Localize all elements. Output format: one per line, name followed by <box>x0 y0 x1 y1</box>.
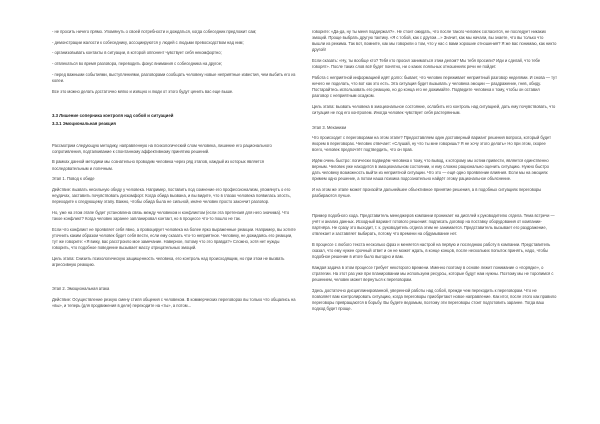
right-paragraph-11: Каждая задача в этом процессе требует некоторого времени. Именно поэтому в основе лежит понимание о «порядке», о стратегии. На этот раз уже при планировании мы используем ресурсы, которые будут нам нужны. Поэтому мы не торопимся с решением, человек может вернуться к переговорам. <box>312 264 554 282</box>
right-paragraph-7: Идём очень быстро: логически подведём человека к тому, что вывод, к которому мы хотим привести, является единственно верным. Человек уже находится в эмоциональном состоянии, и ему сложно рационально оценить ситуацию. Нужно быстро дать человеку возможность выйти из неприятной ситуации. Что это — ещё одно проявление влияния. Если мы на эмоциях примем одно решение, а потом наша психика подсознательно найдёт этому рациональное объяснение. <box>312 158 549 182</box>
right-paragraph-4: Цель этапа: вызвать человека в эмоциональное состояние, ослабить его контроль над ситуацией, дать ему почувствовать, что ситуация не под его контролем. Иногда человек чувствует себя растерянным. <box>312 103 556 115</box>
left-paragraph-11: Но, уже на этом этапе будет установлена связь между человеком и конфликтом (если эта претензия для него значима). Что такое конфликт? Когда человек заранее запланировал контакт, но в процессе что-то пошло не так. <box>52 209 290 221</box>
right-paragraph-1: говорите: «Да-да, ну ты меня поддержал?». Не стоит ожидать, что после такого человек согласится, не последует никаких эмоций. Проще выбрать другую тактику. «Я с тобой, как с другом…» Значит, как мы начали, вы знаете, что вы только что вышли из режима. Так вот, помните, как мы говорили о том, что у нас с вами хорошие отношения? Я же вас понимаю, как никто другой! <box>312 29 557 53</box>
right-paragraph-8: И на этом же этапе может произойти дальнейшее объективное принятие решения, а в подобных ситуациях переговоры разбираются лучше. <box>312 187 542 199</box>
stage-2-title: Этап 2. Эмоциональная атака <box>52 286 110 292</box>
left-paragraph-13: Цель этапа: Снизить психологическую защищенность человека, его контроль над происходящим, но при этом не вызвать агрессивную реакцию. <box>52 255 285 267</box>
right-paragraph-12: Здесь достаточно дисциплинированной, уверенной работы над собой, прежде чем переходить к переговорам. Что не позволяет вам контролировать ситуацию, когда переговоры приобретают новое направление. Как итог, после этого как правило переговоры превращаются в борьбу. Вы будете ведомым, поэтому эти переговоры стоит подготовить заранее. Тогда ваш подход будет проще. <box>312 287 557 311</box>
right-paragraph-6: Что происходит с переговорами на этом этапе? Предоставляем один достоверный вариант решения вопроса, который будет якорем в переговорах. Человек отвечает: «Слушай, ну что ты мне говоришь? Я не хочу этого делать» Но при этом, скорее всего, человек предпочтёт подтвердить, что он прав. <box>312 135 551 153</box>
left-paragraph-12: Если что конфликт не проявляет себя явно, а провоцирует человека на более ярко выраженные реакции. Например, вы хотите уточнить каким образом человек будет себя вести, если ему сказать что-то неприятное. Человеку, не дожидаясь его реакции, тут же говорите: «Я вижу, вас расстроило мое замечание. Наверное, потому что это правда?» Сложно, хотя нет нужды говорить, что подобное поведение вызывает массу отрицательных эмоций. <box>52 226 296 250</box>
left-paragraph-2: - демонстрации жалости к собеседнику, ассоциируются у людей с людьми превосходством над ним; <box>52 39 244 45</box>
spacer <box>312 204 557 213</box>
right-paragraph-2: Если сказать: «Ну, ты вообще кто? Тебя кто просил заниматься этим делом? Мы тебя просили? Иди и сделай, что тебе говорят». После таких слов всё будет понятно, ни о каких лояльных отношениях речи не пойдет. <box>312 57 541 70</box>
spacer <box>52 134 298 143</box>
left-paragraph-15: Действие: Осуществление резкую смену стиля общения с человеком. В коммерческих переговорах вы только что общались на «вы», и теперь (для продвижения в деле) переходите на «ты», а потом... <box>52 296 296 309</box>
left-paragraph-1: - не просить ничего прямо. Упомянуть о своей потребности и дождаться, когда собеседник предложит сам; <box>52 29 257 34</box>
left-paragraph-5: - перед важными событиями, выступлениями, разговорами сообщать человеку новые неприятные известия, чем выбить его из колеи. <box>52 71 296 83</box>
left-paragraph-10: Действие: вызвать несильную обиду у человека. Например, поставить под сомнение его профессионализм, упомянуть о его неудачах, заставить почувствовать дискомфорт. Когда обида вызвана, и вы видите, что в глазах человека появилась злость, переходите к следующему этапу. Важно, чтобы обида была не сильной, иначе человек просто закончит разговор. <box>52 186 291 205</box>
spacer <box>52 99 298 113</box>
right-paragraph-10: В процессе с любого текста несколько фраз и меняется настрой на первую и последнюю работу в компании. Представитель сказал, что ему нужен срочный ответ и он не может ждать, в конце концов, после нескольких попыток принять, надо, чтобы подобное решение в итоге было выгодно и вам. <box>312 241 551 259</box>
left-paragraph-7: Рассмотрим следующую методику, направленную на психологический слом человека, лишение его рационального сопротивления, подталкивание к спонтанному аффективному принятию решений. <box>52 142 272 154</box>
right-page <box>312 0 557 424</box>
stage-3-title: Этап 3. Механизм <box>312 124 347 130</box>
right-paragraph-3: Работа с неприятной информацией идёт долго: бывает, что человек переживает неприятный разговор неделями. И снова — тут ничего не поделать, что вот как это есть. Эта ситуация будет вызывать у человека эмоции — раздражение, гнев, обиду. Постарайтесь использовать его реакцию, но до конца его не дожимайте. Подведите человека к тому, чтобы он оставил разговор с неприятным осадком. <box>312 74 557 99</box>
stage-1-title: Этап 1. Повод к обиде <box>52 176 95 182</box>
left-paragraph-4: - отвлекаться во время разговора, переводить фокус внимания с собеседника на другое; <box>52 61 223 67</box>
right-paragraph-9: Пример подобного хода. Представитель менеджеров компании проникает на дисплей к руководителю отдела. Тема встречи — учёт и анализ данных. Исходный вариант готового решения: подписать договор на поставку оборудования от компании-партнёра. Не сразу это выходит, т. к. руководитель отдела этим не занимается. Представитель вызывает его раздражение, отвлекает и заставляет выбирать, потому что времени на обдумывание нет. <box>312 212 555 237</box>
left-paragraph-8: В рамках данной методики мы сознательно проводим человека через ряд этапов, каждый из которых является последовательным и логичным. <box>52 159 264 171</box>
left-page <box>52 0 298 424</box>
section-heading: 3.3 Лишение соперника контроля над собой и ситуацией <box>52 113 174 119</box>
left-paragraph-3: - организовывать контакты в ситуации, в которой оппонент чувствует себя некомфортно; <box>52 50 222 56</box>
spacer <box>52 272 298 286</box>
subsection-heading: 3.3.1 Эмоциональная реакция <box>52 121 116 127</box>
left-paragraph-6: Все это можно делать достаточно мягко и изящно и люди от этого будут ценить вас еще выше. <box>52 88 234 94</box>
